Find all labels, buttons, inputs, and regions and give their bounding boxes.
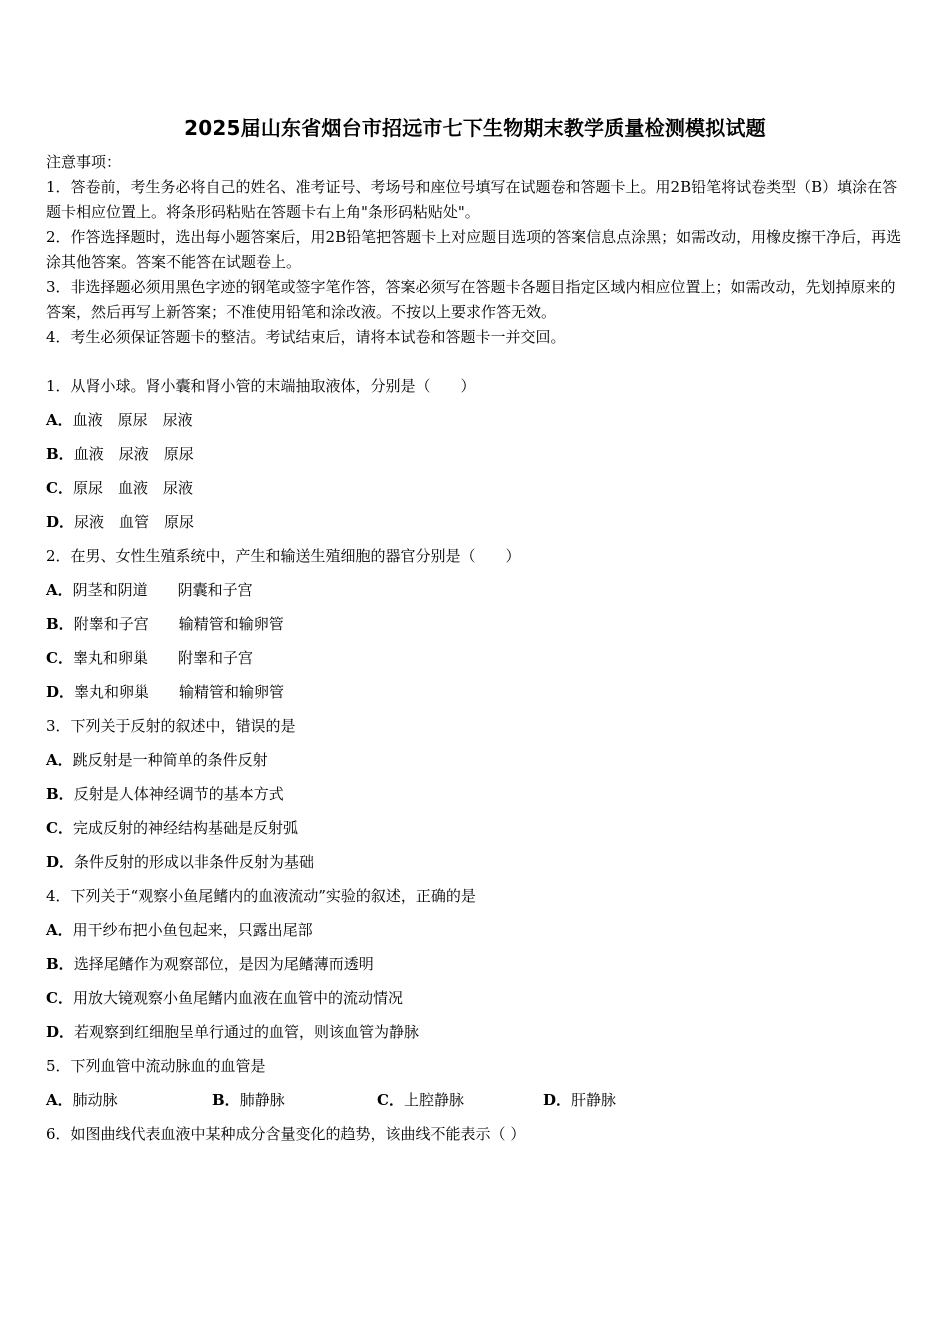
question-4-stem: 4．下列关于“观察小鱼尾鳍内的血液流动”实验的叙述，正确的是 — [46, 887, 476, 905]
option-text: 睾丸和卵巢 输精管和输卵管 — [74, 683, 285, 701]
option-letter: C． — [46, 819, 73, 837]
option-text: 睾丸和卵巢 附睾和子宫 — [72, 649, 253, 667]
option-letter: A． — [46, 921, 73, 939]
option-text: 用放大镜观察小鱼尾鳍内血液在血管中的流动情况 — [72, 989, 403, 1007]
question-3-option-d — [46, 852, 314, 872]
option-text: 用干纱布把小鱼包起来，只露出尾部 — [72, 921, 313, 939]
option-text: 肺静脉 — [239, 1091, 285, 1109]
question-4-option-c — [46, 988, 403, 1008]
question-5-option-d — [543, 1090, 616, 1110]
option-text: 阴茎和阴道 阴囊和子宫 — [72, 581, 253, 599]
option-letter: B． — [46, 445, 74, 463]
question-1-stem: 1．从肾小球。肾小囊和肾小管的末端抽取液体，分别是（ ） — [46, 377, 476, 395]
option-letter: D． — [46, 853, 75, 871]
notice-item: 4．考生必须保证答题卡的整洁。考试结束后，请将本试卷和答题卡一并交回。 — [46, 328, 566, 346]
question-5-option-c — [377, 1090, 464, 1110]
question-3-option-b — [46, 784, 284, 804]
question-3-option-a — [46, 750, 268, 770]
question-4-option-b — [46, 954, 374, 974]
option-letter: C． — [46, 649, 73, 667]
question-2-stem: 2．在男、女性生殖系统中，产生和输送生殖细胞的器官分别是（ ） — [46, 547, 521, 565]
option-letter: C． — [46, 989, 73, 1007]
option-letter: B． — [46, 785, 74, 803]
question-5-stem: 5．下列血管中流动脉血的血管是 — [46, 1057, 266, 1075]
option-letter: A． — [46, 1091, 73, 1109]
option-letter: A． — [46, 411, 73, 429]
option-letter: C． — [377, 1091, 404, 1109]
option-letter: C． — [46, 479, 73, 497]
question-5-option-a — [46, 1090, 118, 1110]
question-1-option-b — [46, 444, 194, 464]
option-text: 上腔静脉 — [403, 1091, 464, 1109]
option-text: 尿液 血管 原尿 — [74, 513, 195, 531]
option-text: 完成反射的神经结构基础是反射弧 — [72, 819, 298, 837]
question-1-option-c — [46, 478, 193, 498]
question-4-option-d — [46, 1022, 419, 1042]
notice-section — [46, 150, 910, 350]
option-letter: A． — [46, 581, 73, 599]
option-text: 肺动脉 — [72, 1091, 118, 1109]
option-text: 附睾和子宫 输精管和输卵管 — [73, 615, 284, 633]
notice-item: 2．作答选择题时，选出每小题答案后，用2B铅笔把答题卡上对应题目选项的答案信息点涂黑；如需改动，用橡皮擦干净后，再选涂其他答案。答案不能答在试题卷上。 — [46, 228, 902, 271]
question-4-option-a — [46, 920, 313, 940]
notice-item: 1．答卷前，考生务必将自己的姓名、准考证号、考场号和座位号填写在试题卷和答题卡上。用2B铅笔将试卷类型（B）填涂在答题卡相应位置上。将条形码粘贴在答题卡右上角"条形码粘贴处"。 — [46, 178, 898, 221]
question-1-option-a — [46, 410, 193, 430]
option-text: 血液 尿液 原尿 — [73, 445, 194, 463]
option-text: 反射是人体神经调节的基本方式 — [73, 785, 284, 803]
option-letter: D． — [46, 513, 75, 531]
option-text: 选择尾鳍作为观察部位，是因为尾鳍薄而透明 — [73, 955, 374, 973]
question-3-stem: 3．下列关于反射的叙述中，错误的是 — [46, 717, 296, 735]
option-letter: A． — [46, 751, 73, 769]
option-text: 肝静脉 — [571, 1091, 617, 1109]
question-3-option-c — [46, 818, 298, 838]
option-text: 若观察到红细胞呈单行通过的血管，则该血管为静脉 — [74, 1023, 420, 1041]
question-1-option-d — [46, 512, 194, 532]
option-letter: D． — [543, 1091, 572, 1109]
notice-heading: 注意事项： — [46, 153, 122, 171]
notice-item: 3．非选择题必须用黑色字迹的钢笔或签字笔作答，答案必须写在答题卡各题目指定区域内相应位置上；如需改动，先划掉原来的答案，然后再写上新答案；不准使用铅笔和涂改液。不按以上要求作答无效。 — [46, 278, 896, 321]
option-text: 跳反射是一种简单的条件反射 — [72, 751, 268, 769]
option-letter: D． — [46, 683, 75, 701]
question-6-stem: 6．如图曲线代表血液中某种成分含量变化的趋势，该曲线不能表示（ ） — [46, 1125, 526, 1143]
question-2-option-c — [46, 648, 253, 668]
question-2-option-b — [46, 614, 284, 634]
option-text: 条件反射的形成以非条件反射为基础 — [74, 853, 315, 871]
option-letter: B． — [46, 955, 74, 973]
option-text: 血液 原尿 尿液 — [72, 411, 193, 429]
question-5-option-b — [212, 1090, 285, 1110]
option-text: 原尿 血液 尿液 — [72, 479, 193, 497]
question-5-options — [46, 1090, 910, 1110]
question-2-option-d — [46, 682, 284, 702]
question-2-option-a — [46, 580, 253, 600]
option-letter: B． — [46, 615, 74, 633]
option-letter: B． — [212, 1091, 240, 1109]
page-title: 2025届山东省烟台市招远市七下生物期末教学质量检测模拟试题 — [184, 116, 766, 140]
option-letter: D． — [46, 1023, 75, 1041]
